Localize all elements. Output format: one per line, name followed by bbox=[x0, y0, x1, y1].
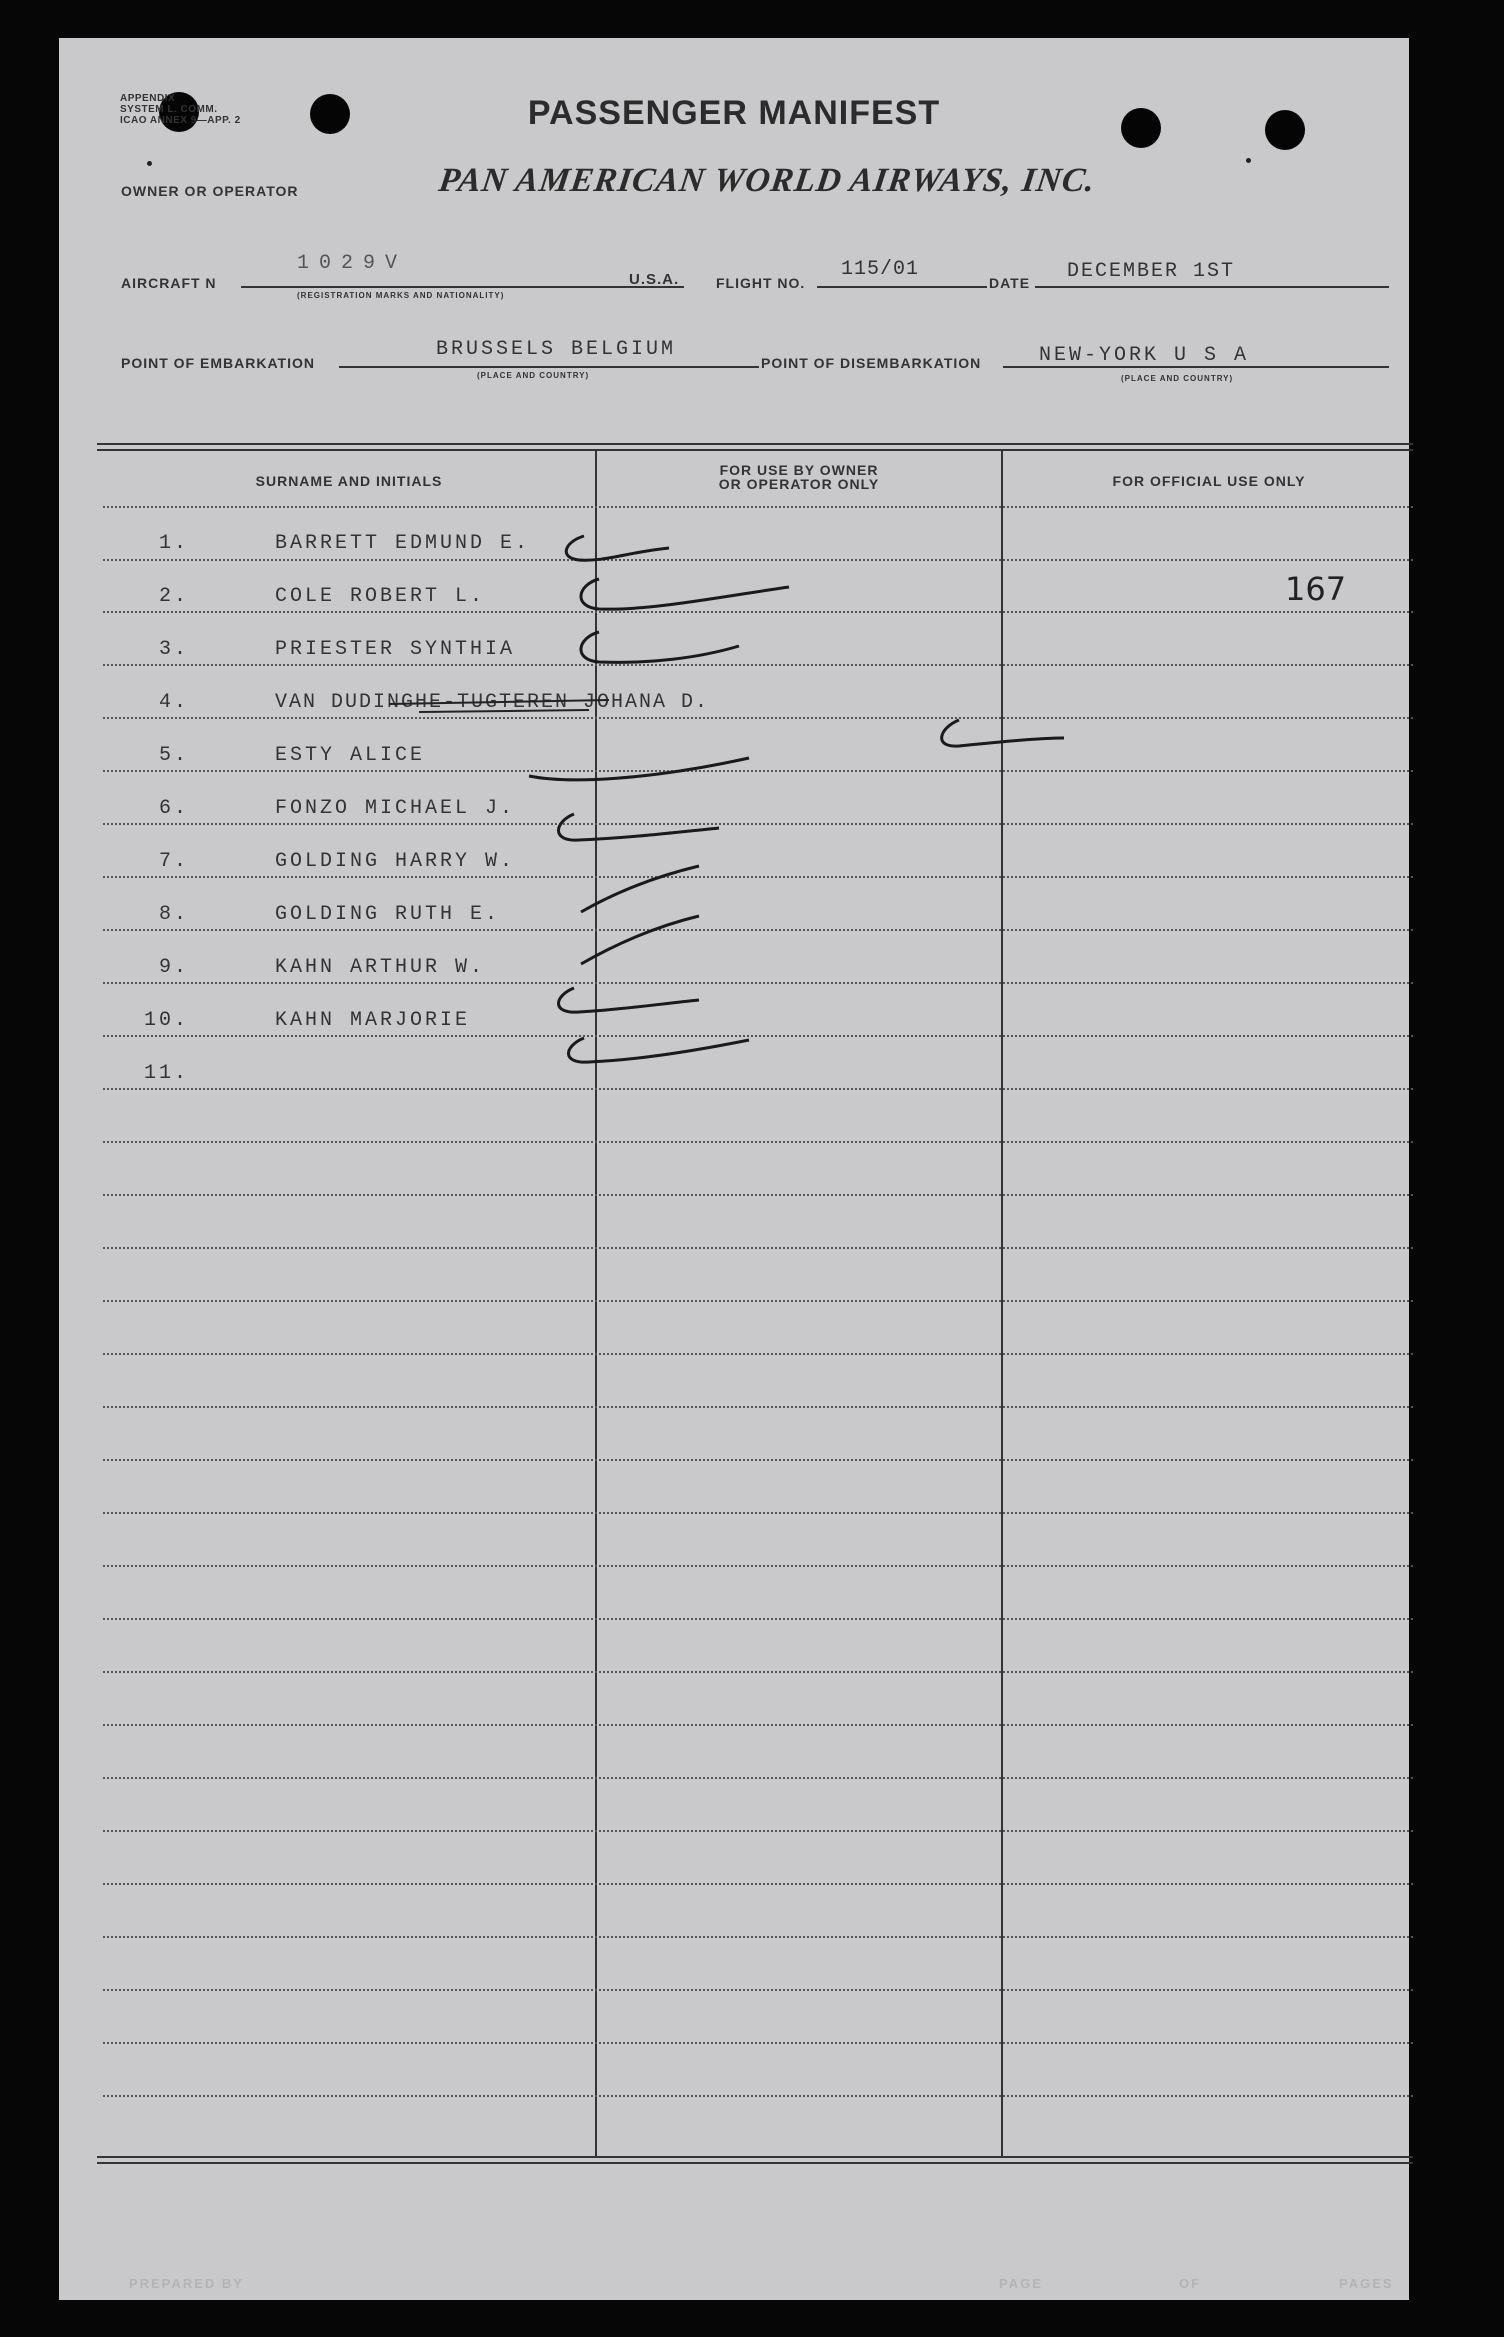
row-line bbox=[103, 717, 1413, 719]
embarkation-underline bbox=[339, 366, 759, 368]
row-line bbox=[103, 1724, 1413, 1726]
row-line bbox=[103, 982, 1413, 984]
row-number: 10. bbox=[143, 1009, 189, 1032]
row-line bbox=[103, 876, 1413, 878]
disembarkation-value: NEW-YORK U S A bbox=[1039, 344, 1250, 367]
passenger-name: ESTY ALICE bbox=[275, 744, 426, 767]
check-mark-icon bbox=[569, 910, 709, 970]
owner-label: OWNER OR OPERATOR bbox=[121, 183, 299, 199]
row-number: 2. bbox=[158, 585, 189, 608]
row-line bbox=[103, 559, 1413, 561]
row-line bbox=[103, 1883, 1413, 1885]
row-line bbox=[103, 1512, 1413, 1514]
row-number: 6. bbox=[158, 797, 189, 820]
aircraft-label: AIRCRAFT N bbox=[121, 275, 217, 291]
row-line bbox=[103, 1247, 1413, 1249]
column-header-official: FOR OFFICIAL USE ONLY bbox=[1112, 473, 1306, 489]
passenger-name: KAHN ARTHUR W. bbox=[275, 956, 486, 979]
check-mark-icon bbox=[919, 714, 1069, 754]
passenger-name: KAHN MARJORIE bbox=[275, 1009, 471, 1032]
row-line bbox=[103, 506, 1413, 508]
official-entry: 167 bbox=[1285, 570, 1347, 608]
row-number: 4. bbox=[158, 691, 189, 714]
date-label: DATE bbox=[989, 275, 1031, 291]
aircraft-caption: (REGISTRATION MARKS AND NATIONALITY) bbox=[297, 291, 505, 300]
row-line bbox=[103, 1777, 1413, 1779]
row-number: 1. bbox=[158, 532, 189, 555]
row-line bbox=[103, 1300, 1413, 1302]
check-mark-icon bbox=[559, 626, 759, 676]
paper-speck bbox=[1246, 158, 1251, 163]
aircraft-underline bbox=[241, 286, 684, 288]
row-number: 7. bbox=[158, 850, 189, 873]
row-line bbox=[103, 823, 1413, 825]
passenger-name: GOLDING RUTH E. bbox=[275, 903, 501, 926]
row-line bbox=[103, 1088, 1413, 1090]
disembarkation-label: POINT OF DISEMBARKATION bbox=[761, 355, 982, 371]
manifest-paper bbox=[59, 38, 1409, 2300]
row-number: 9. bbox=[158, 956, 189, 979]
row-number: 11. bbox=[143, 1062, 189, 1085]
of-label: OF bbox=[1179, 2276, 1202, 2291]
row-line bbox=[103, 2042, 1413, 2044]
column-header-owner-line: FOR USE BY OWNER bbox=[719, 462, 879, 478]
date-underline bbox=[1035, 286, 1389, 288]
stamp-line: ICAO ANNEX 9—APP. 2 bbox=[120, 115, 241, 126]
row-line bbox=[103, 1671, 1413, 1673]
row-line bbox=[103, 2095, 1413, 2097]
row-line bbox=[103, 1141, 1413, 1143]
check-mark-icon bbox=[559, 571, 799, 626]
embarkation-label: POINT OF EMBARKATION bbox=[121, 355, 315, 371]
table-top-border bbox=[97, 443, 1413, 451]
row-line bbox=[103, 1406, 1413, 1408]
column-divider bbox=[1001, 451, 1003, 2157]
row-line bbox=[103, 1618, 1413, 1620]
row-line bbox=[103, 1830, 1413, 1832]
prepared-by-label: PREPARED BY bbox=[129, 2276, 244, 2291]
usa-label: U.S.A. bbox=[629, 271, 680, 288]
date-value: DECEMBER 1ST bbox=[1067, 260, 1236, 283]
check-mark-icon bbox=[539, 982, 739, 1032]
passenger-name: VAN DUDINGHE-TUGTEREN JOHANA D. bbox=[275, 691, 710, 714]
page-label: PAGE bbox=[999, 2276, 1043, 2291]
embarkation-value: BRUSSELS BELGIUM bbox=[436, 338, 677, 361]
row-number: 3. bbox=[158, 638, 189, 661]
passenger-name: COLE ROBERT L. bbox=[275, 585, 486, 608]
column-header-owner-line: OR OPERATOR ONLY bbox=[718, 476, 880, 492]
flight-label: FLIGHT NO. bbox=[716, 275, 806, 291]
pages-label: PAGES bbox=[1339, 2276, 1394, 2291]
stamp-line: SYSTEM L. COMM. bbox=[120, 104, 218, 115]
table-bottom-border bbox=[97, 2156, 1413, 2164]
row-line bbox=[103, 1565, 1413, 1567]
passenger-name: PRIESTER SYNTHIA bbox=[275, 638, 516, 661]
row-number: 8. bbox=[158, 903, 189, 926]
strikethrough-mark bbox=[389, 690, 629, 720]
embarkation-caption: (PLACE AND COUNTRY) bbox=[477, 371, 590, 380]
stamp-line: APPENDIX bbox=[120, 93, 176, 104]
row-line bbox=[103, 929, 1413, 931]
row-line bbox=[103, 1989, 1413, 1991]
check-mark-icon bbox=[549, 1032, 769, 1082]
check-mark-icon bbox=[539, 806, 739, 856]
disembarkation-caption: (PLACE AND COUNTRY) bbox=[1121, 374, 1234, 383]
operator-name: PAN AMERICAN WORLD AIRWAYS, INC. bbox=[436, 162, 1098, 199]
passenger-name: BARRETT EDMUND E. bbox=[275, 532, 531, 555]
row-line bbox=[103, 1194, 1413, 1196]
passenger-name: GOLDING HARRY W. bbox=[275, 850, 516, 873]
flight-underline bbox=[817, 286, 987, 288]
flight-value: 115/01 bbox=[841, 258, 920, 281]
row-number: 5. bbox=[158, 744, 189, 767]
row-line bbox=[103, 1353, 1413, 1355]
column-header-surname: SURNAME AND INITIALS bbox=[255, 473, 443, 489]
passenger-name: FONZO MICHAEL J. bbox=[275, 797, 516, 820]
paper-speck bbox=[147, 161, 152, 166]
check-mark-icon bbox=[509, 740, 769, 790]
page-title: PASSENGER MANIFEST bbox=[527, 94, 941, 132]
column-header-owner bbox=[659, 463, 939, 491]
row-line bbox=[103, 1459, 1413, 1461]
aircraft-value: 1029V bbox=[297, 252, 408, 275]
row-line bbox=[103, 1936, 1413, 1938]
